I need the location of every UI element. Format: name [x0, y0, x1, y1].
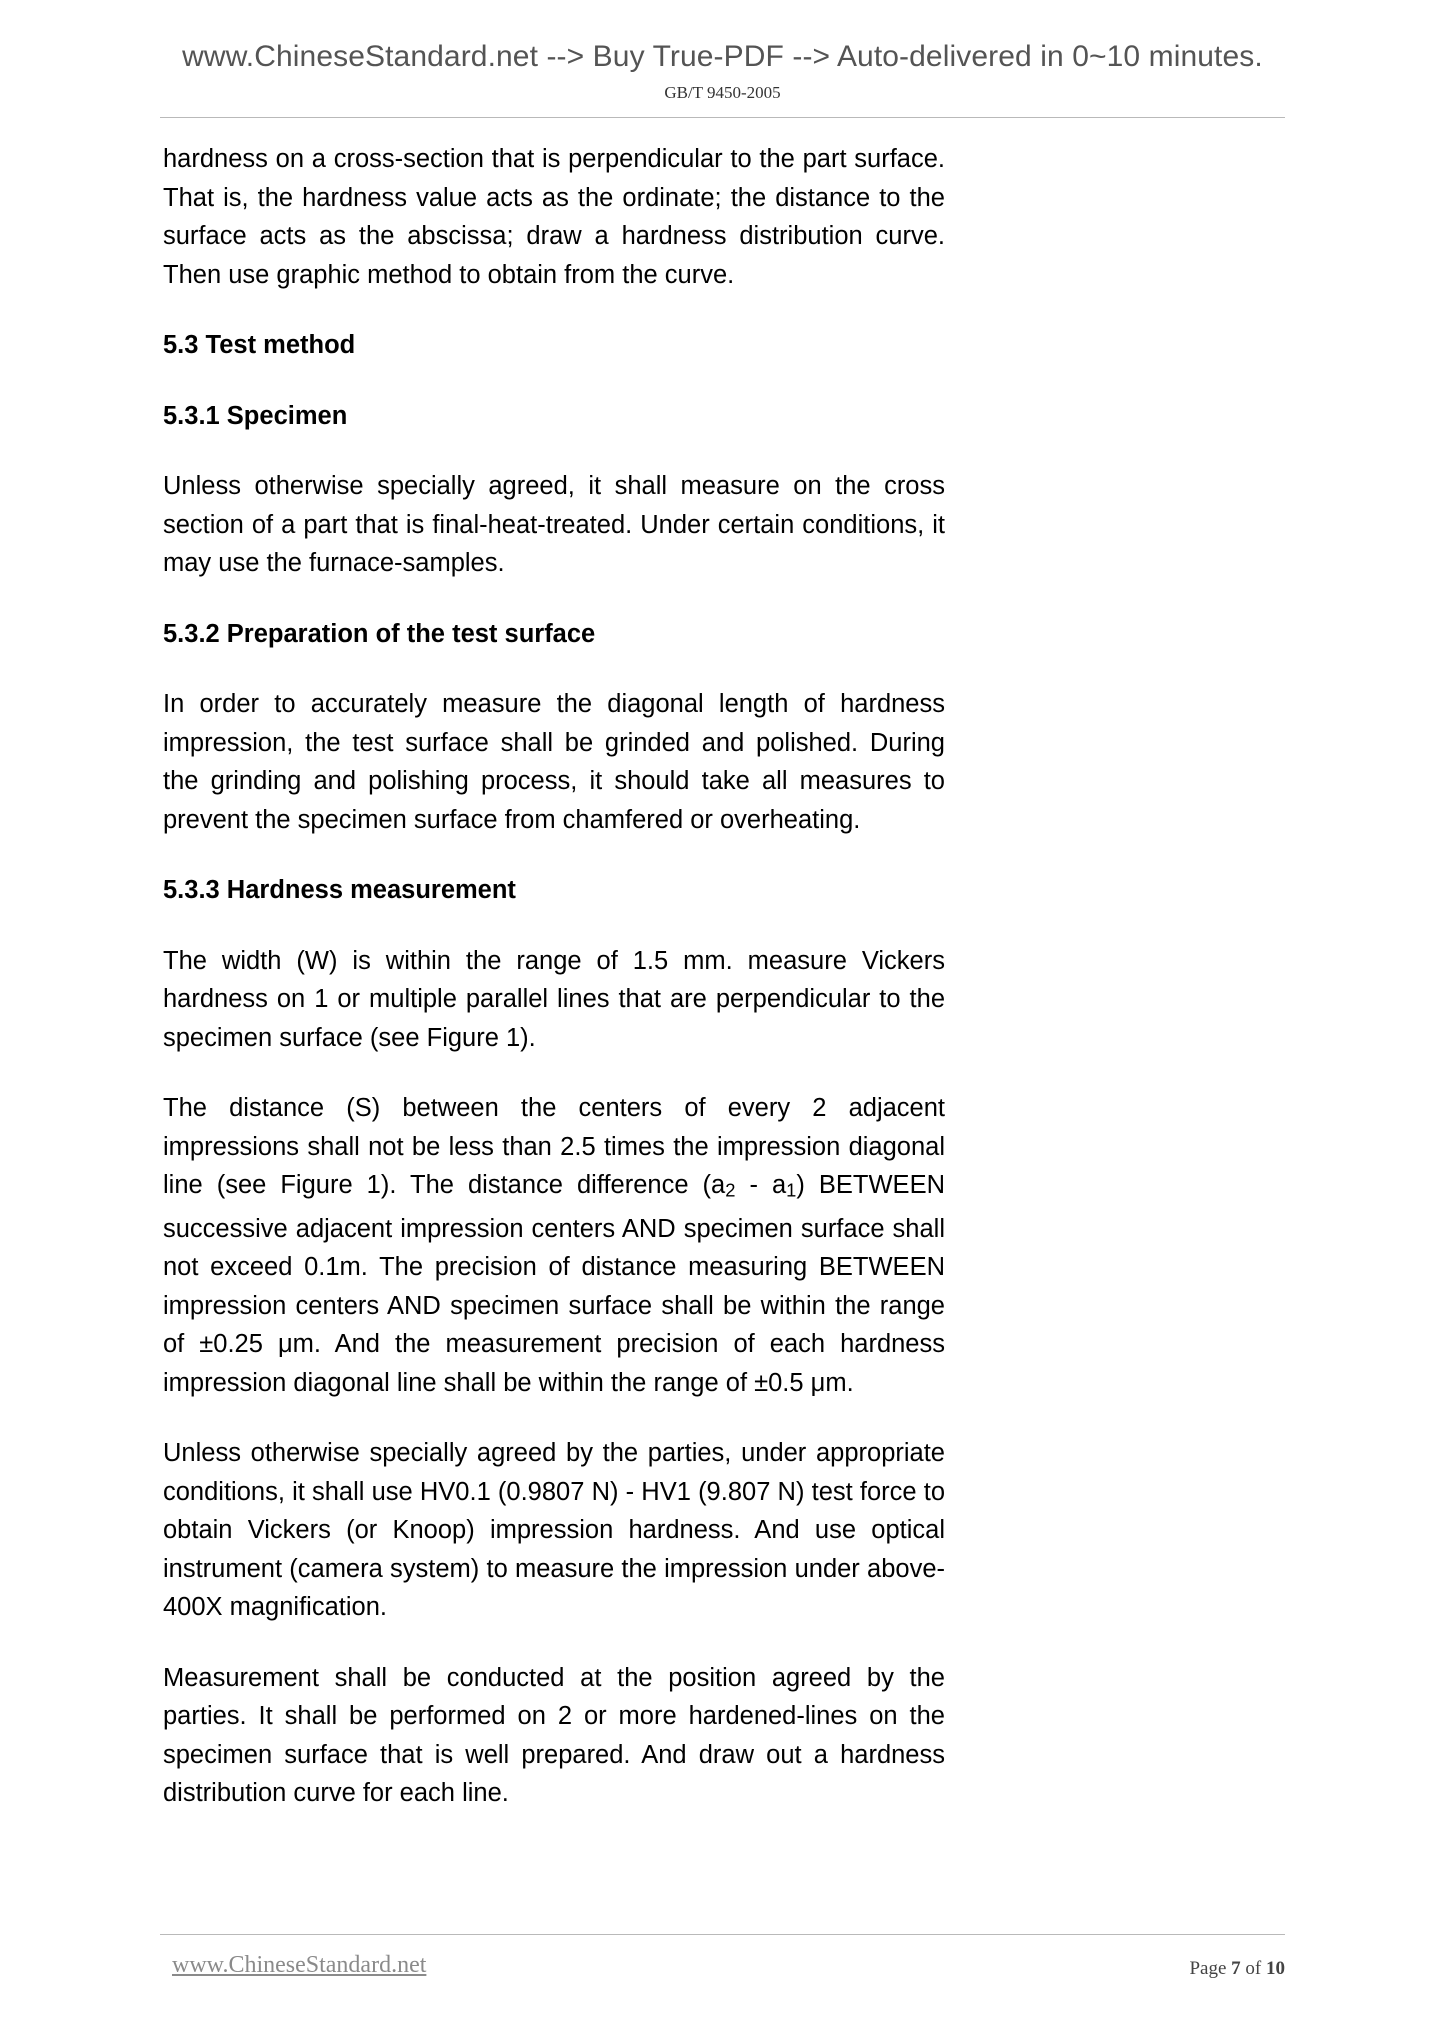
paragraph-test-surface-preparation: In order to accurately measure the diagonal length of hardness impression, the test surface shall be grinded and polished. During the grinding and polishing process, it should take all measures to prevent the specimen surface from chamfered or overheating.	[163, 690, 945, 834]
subscript-a1: 1	[786, 1179, 797, 1201]
paragraph-intro: hardness on a cross-section that is perpendicular to the part surface. That is, the hardness value acts as the ordinate; the distance to the surface acts as the abscissa; draw a hardness distribution curve. Then use graphic method to obtain from the curve.	[163, 145, 945, 289]
heading-5-3-1-specimen: 5.3.1 Specimen	[163, 401, 348, 430]
header-divider-rule	[160, 117, 1285, 118]
document-body	[163, 140, 945, 1813]
footer-page-number	[1189, 1958, 1285, 1980]
subscript-a2: 2	[725, 1179, 736, 1201]
page-prefix-label: Page	[1189, 1958, 1232, 1979]
page-middle-label: of	[1240, 1958, 1266, 1979]
heading-5-3-2-preparation-of-the-test-surface: 5.3.2 Preparation of the test surface	[163, 619, 596, 648]
standard-code-label: GB/T 9450-2005	[664, 83, 781, 102]
distance-text-segment-2: - a	[735, 1171, 787, 1199]
page-total-number: 10	[1266, 1958, 1285, 1979]
paragraph-test-force: Unless otherwise specially agreed by the parties, under appropriate conditions, it shall use HV0.1 (0.9807 N) - HV1 (9.807 N) test force to obtain Vickers (or Knoop) impression hardness. And use optical instrument (camera system) to measure the impression under above-400X magnification.	[163, 1439, 945, 1622]
paragraph-specimen: Unless otherwise specially agreed, it shall measure on the cross section of a part that is final-heat-treated. Under certain conditions, it may use the furnace-samples.	[163, 472, 945, 577]
heading-5-3-test-method: 5.3 Test method	[163, 331, 356, 359]
footer-site-link[interactable]: www.ChineseStandard.net	[172, 1952, 427, 1978]
paragraph-measurement-position: Measurement shall be conducted at the position agreed by the parties. It shall be performed on 2 or more hardened-lines on the specimen surface that is well prepared. And draw out a hardness distribution curve for each line.	[163, 1663, 945, 1808]
page-current-number: 7	[1231, 1958, 1241, 1979]
distance-text-segment-1: The distance (S) between the centers of every 2 adjacent impressions shall not be less than 2.5 times the impression diagonal line (see Figure 1). The distance difference (a	[163, 1094, 945, 1199]
paragraph-width-range: The width (W) is within the range of 1.5 mm. measure Vickers hardness on 1 or multiple parallel lines that are perpendicular to the specimen surface (see Figure 1).	[163, 946, 945, 1052]
distance-text-segment-3: ) BETWEEN successive adjacent impression centers AND specimen surface shall not exceed 0.1m. The precision of distance measuring BETWEEN impression centers AND specimen surface shall be within the range of ±0.25 μm. And the measurement precision of each hardness impression diagonal line shall be within the range of ±0.5 μm.	[163, 1171, 945, 1397]
footer-divider-rule	[160, 1934, 1285, 1935]
heading-5-3-3-hardness-measurement: 5.3.3 Hardness measurement	[163, 876, 516, 904]
watermark-promo-text: www.ChineseStandard.net --> Buy True-PDF --> Auto-delivered in 0~10 minutes.	[182, 40, 1263, 73]
paragraph-distance-precision	[163, 1089, 945, 1402]
